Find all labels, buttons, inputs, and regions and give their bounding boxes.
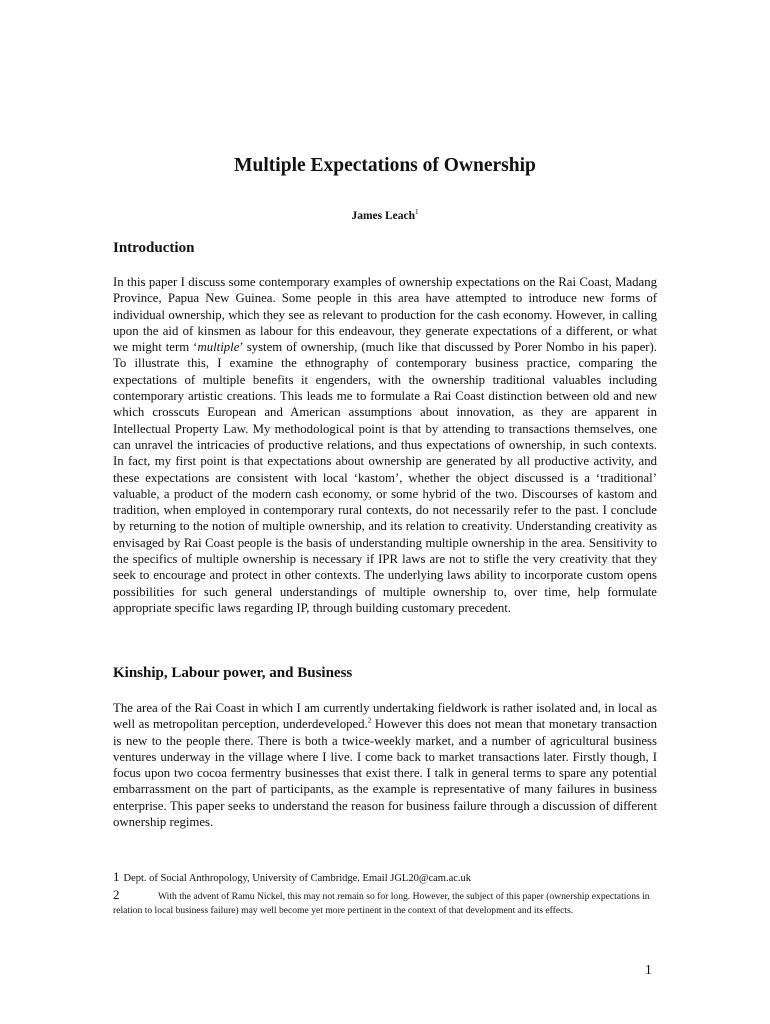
intro-text-emphasis: multiple [197, 340, 240, 355]
kinship-text-part2: However this does not mean that monetary transaction is new to the people there. There is both a twice-weekly market, and a number of agricultural business ventures underway in the village where I live. I come back to market transactions later. Firstly though, I focus upon two cocoa fermentry businesses that exist there. I talk in general terms to spare any potential embarrassment on the part of participants, as the example is representative of many failures in business enterprise. This paper seeks to understand the reason for business failure through a discussion of different ownership regimes. [113, 717, 657, 830]
kinship-footnote-mark: 2 [367, 717, 372, 726]
section-heading-kinship: Kinship, Labour power, and Business [113, 665, 353, 681]
footnote-1 [113, 870, 661, 886]
intro-text-part2: ’ system of ownership, (much like that discussed by Porer Nombo in his paper). To illustrate this, I examine the ethnography of contemporary business practice, comparing the expectations of multiple benefits it engenders, with the ownership traditional valuables including contemporary artistic creations. This leads me to formulate a Rai Coast distinction between old and new which crosscuts European and American assumptions about innovation, as they are apparent in Intellectual Property Law. My methodological point is that by attending to transactions themselves, one can unravel the intricacies of productive relations, and thus expectations of ownership, in such contexts. In fact, my first point is that expectations about ownership are generated by all productive activity, and these expectations are consistent with local ‘kastom’, whether the object discussed is a ‘traditional’ valuable, a product of the modern cash economy, or some hybrid of the two. Discourses of kastom and tradition, when employed in contemporary rural contexts, do not necessarily refer to the past. I conclude by returning to the notion of multiple ownership, and its relation to creativity. Understanding creativity as envisaged by Rai Coast people is the basis of understanding multiple ownership in the area. Sensitivity to the specifics of multiple ownership is necessary if IPR laws are not to stifle the very creativity that they seek to encourage and protect in other contexts. The underlying laws ability to incorporate custom opens possibilities for such general understandings of multiple ownership to, over time, help formulate appropriate specific laws regarding IP, through building customary precedent. [113, 340, 658, 615]
kinship-paragraph [113, 700, 657, 830]
section-heading-introduction: Introduction [113, 240, 195, 256]
kinship-text-part1: The area of the Rai Coast in which I am currently undertaking fieldwork is rather isolated and, in local as well as metropolitan perception, underdeveloped. [113, 701, 657, 732]
introduction-paragraph [113, 274, 657, 616]
footnote-2-text: With the advent of Ramu Nickel, this may not remain so for long. However, the subject of this paper (ownership expectations in relation to local business failure) may well become yet more pertinent in the context of that development and its effects. [113, 891, 650, 916]
footnote-2 [113, 888, 661, 918]
footnote-1-text: Dept. of Social Anthropology, University of Cambridge. Email JGL20@cam.ac.uk [123, 873, 472, 884]
author-footnote-mark: 1 [415, 208, 419, 217]
paper-title: Multiple Expectations of Ownership [234, 155, 536, 176]
intro-text-part1: In this paper I discuss some contemporary examples of ownership expectations on the Rai Coast, Madang Province, Papua New Guinea. Some people in this area have attempted to introduce new forms of individual ownership, which they see as relevant to production for the cash economy. However, in calling upon the aid of kinsmen as labour for this endeavour, they generate expectations of a different, or what we might term ‘ [113, 275, 657, 355]
author-line [0, 210, 770, 222]
page-number: 1 [645, 962, 652, 977]
footnote-1-number: 1 [113, 869, 120, 884]
footnote-2-number: 2 [113, 887, 120, 902]
footnotes [113, 870, 661, 918]
author-name: James Leach [351, 210, 416, 222]
